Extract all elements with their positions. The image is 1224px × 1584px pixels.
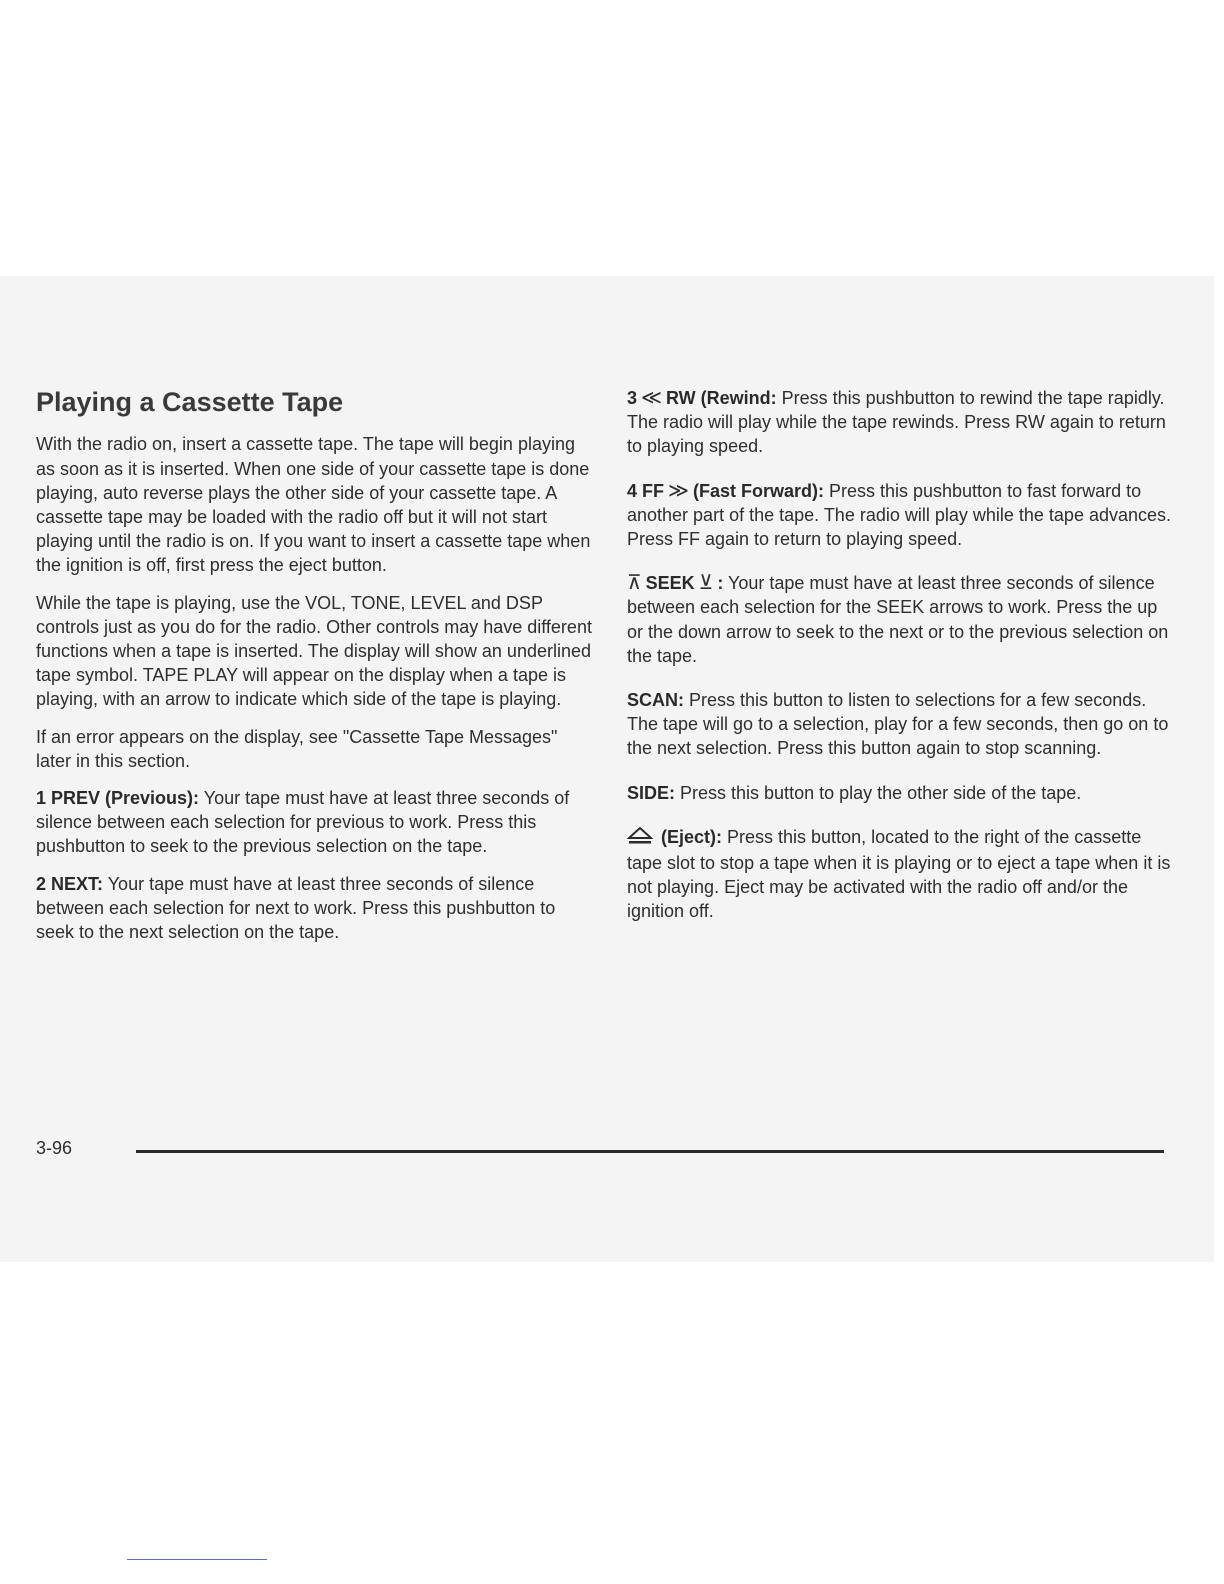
seek-up-arrow-icon: ⊼ bbox=[627, 572, 642, 595]
rewind-label: RW (Rewind: bbox=[665, 388, 777, 408]
seek-paragraph bbox=[627, 571, 1173, 668]
rewind-text: Press this pushbutton to rewind the tape rapidly. The radio will play while the tape rewinds. Press RW again to return to playing speed. bbox=[627, 388, 1166, 457]
left-column bbox=[36, 386, 592, 957]
next-paragraph bbox=[36, 872, 592, 945]
rewind-number: 3 bbox=[627, 388, 638, 408]
scan-text: Press this button to listen to selections for a few seconds. The tape will go to a selection, play for a few seconds, then go on to the next selection. Press this button again to stop scanning. bbox=[627, 690, 1169, 759]
page-title: Playing a Cassette Tape bbox=[36, 387, 344, 417]
scan-paragraph bbox=[627, 688, 1173, 761]
next-label: 2 NEXT: bbox=[36, 873, 104, 894]
footer-rule bbox=[136, 1150, 1164, 1153]
seek-text: Your tape must have at least three seconds of silence between each selection for the SEEK arrows to work. Press the up or the down arrow to seek to the next or to the previous selection on the tape. bbox=[627, 573, 1169, 666]
controls-paragraph: While the tape is playing, use the VOL, TONE, LEVEL and DSP controls just as you do for the radio. Other controls may have different functions when a tape is inserted. The display will show an underlined tape symbol. TAPE PLAY will appear on the display when a tape is playing, with an arrow to indicate which side of the tape is playing. bbox=[36, 592, 592, 710]
fast-forward-paragraph bbox=[627, 479, 1173, 552]
next-text: Your tape must have at least three seconds of silence between each selection for next to work. Press this pushbutton to seek to the next selection on the tape. bbox=[36, 873, 556, 943]
error-paragraph: If an error appears on the display, see "Cassette Tape Messages" later in this section. bbox=[36, 726, 558, 771]
seek-label: SEEK bbox=[645, 573, 695, 594]
eject-text: Press this button, located to the right of the cassette tape slot to stop a tape when it is playing or to eject a tape when it is not playing. Eject may be activated with the radio off and/or the ignition off. bbox=[627, 826, 1171, 922]
right-column bbox=[627, 386, 1173, 944]
manual-page-panel bbox=[0, 276, 1214, 1262]
side-paragraph bbox=[627, 781, 1173, 805]
prev-text: Your tape must have at least three seconds of silence between each selection for previous to work. Press this pushbutton to seek to the previous selection on the tape. bbox=[36, 788, 570, 857]
seek-colon: : bbox=[717, 573, 724, 594]
rewind-paragraph bbox=[627, 386, 1173, 459]
fast-forward-label: (Fast Forward): bbox=[692, 480, 824, 501]
rewind-icon: ≪ bbox=[641, 387, 662, 409]
fast-forward-number: 4 FF bbox=[627, 480, 665, 501]
bottom-divider bbox=[127, 1559, 267, 1560]
prev-label: 1 PREV (Previous): bbox=[36, 788, 200, 809]
prev-paragraph bbox=[36, 786, 592, 859]
page-number: 3-96 bbox=[36, 1138, 73, 1158]
eject-icon bbox=[627, 827, 653, 851]
side-text: Press this button to play the other side of the tape. bbox=[675, 782, 1082, 803]
scan-label: SCAN: bbox=[627, 690, 684, 711]
intro-paragraph: With the radio on, insert a cassette tape. The tape will begin playing as soon as it is inserted. When one side of your cassette tape is done playing, auto reverse plays the other side of your cassette tape. A cassette tape may be loaded with the radio off but it will not start playing until the radio is on. If you want to insert a cassette tape when the ignition is off, first press the eject button. bbox=[36, 434, 591, 576]
side-label: SIDE: bbox=[627, 782, 676, 803]
eject-paragraph bbox=[627, 825, 1173, 924]
fast-forward-icon: ≫ bbox=[668, 479, 689, 502]
seek-down-arrow-icon: ⊻ bbox=[698, 572, 714, 595]
eject-label: (Eject): bbox=[661, 826, 723, 847]
fast-forward-text: Press this pushbutton to fast forward to another part of the tape. The radio will play while the tape advances. Press FF again to return to playing speed. bbox=[627, 480, 1172, 550]
